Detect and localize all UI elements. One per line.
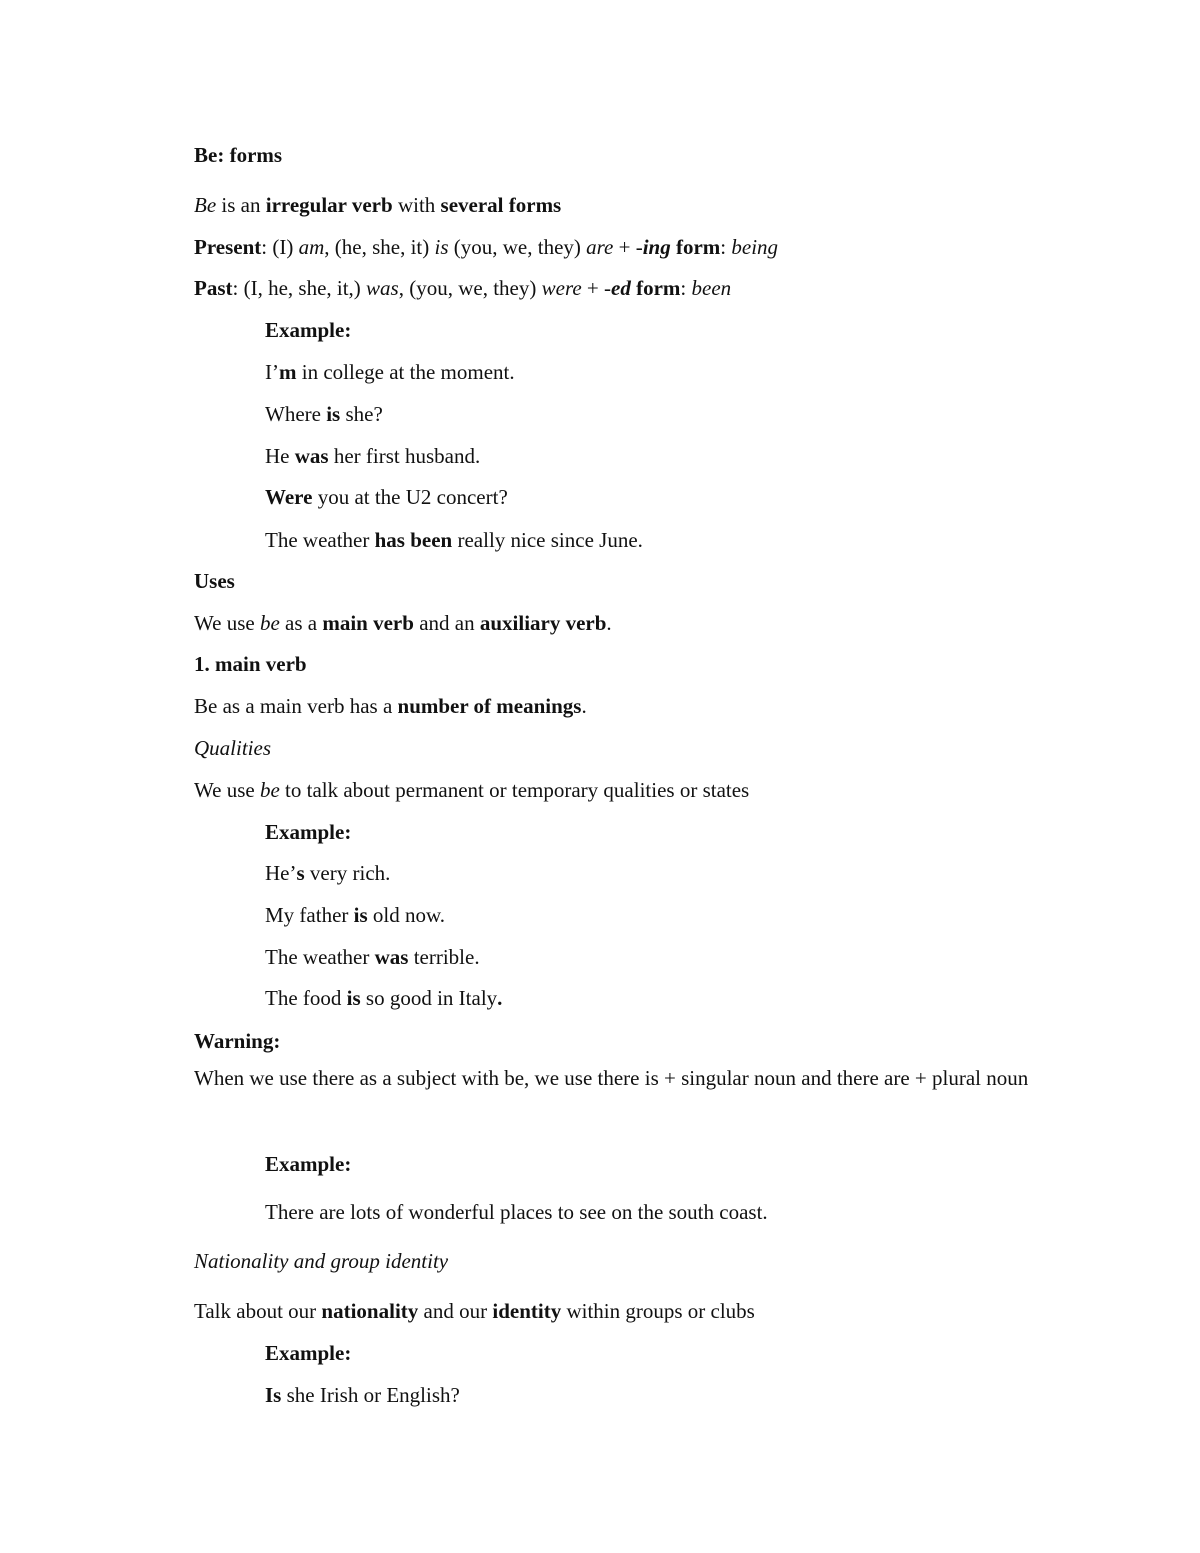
qualities-text: We use be to talk about permanent or temporary qualities or states [194, 778, 750, 802]
example-label: Example: [265, 1341, 352, 1365]
nationality-heading: Nationality and group identity [194, 1249, 449, 1273]
example-sentence: He was her first husband. [265, 444, 481, 468]
example-sentence: There are lots of wonderful places to see on the south coast. [265, 1200, 768, 1224]
uses-text: We use be as a main verb and an auxiliary verb. [194, 611, 612, 635]
present-line: Present: (I) am, (he, she, it) is (you, we, they) are + -ing form: being [194, 235, 779, 259]
past-line: Past: (I, he, she, it,) was, (you, we, they) were + -ed form: been [194, 276, 732, 300]
example-sentence: My father is old now. [265, 903, 446, 927]
example-sentence: The food is so good in Italy. [265, 986, 503, 1010]
example-sentence: Were you at the U2 concert? [265, 485, 508, 509]
uses-heading: Uses [194, 569, 235, 593]
intro-line: Be is an irregular verb with several forms [194, 193, 562, 217]
example-sentence: I’m in college at the moment. [265, 360, 515, 384]
main-verb-heading: 1. main verb [194, 652, 307, 676]
nationality-text: Talk about our nationality and our identity within groups or clubs [194, 1299, 755, 1323]
example-sentence: Where is she? [265, 402, 383, 426]
example-sentence: The weather has been really nice since June. [265, 528, 643, 552]
example-label: Example: [265, 1152, 352, 1176]
example-label: Example: [265, 318, 352, 342]
warning-text: When we use there as a subject with be, we use there is + singular noun and there are + plural noun [194, 1066, 1029, 1090]
main-verb-text: Be as a main verb has a number of meanings. [194, 694, 587, 718]
example-sentence: He’s very rich. [265, 861, 391, 885]
example-label: Example: [265, 820, 352, 844]
qualities-heading: Qualities [194, 736, 271, 760]
page-title: Be: forms [194, 143, 283, 167]
example-sentence: Is she Irish or English? [265, 1383, 460, 1407]
example-sentence: The weather was terrible. [265, 945, 480, 969]
warning-heading: Warning: [194, 1029, 281, 1053]
